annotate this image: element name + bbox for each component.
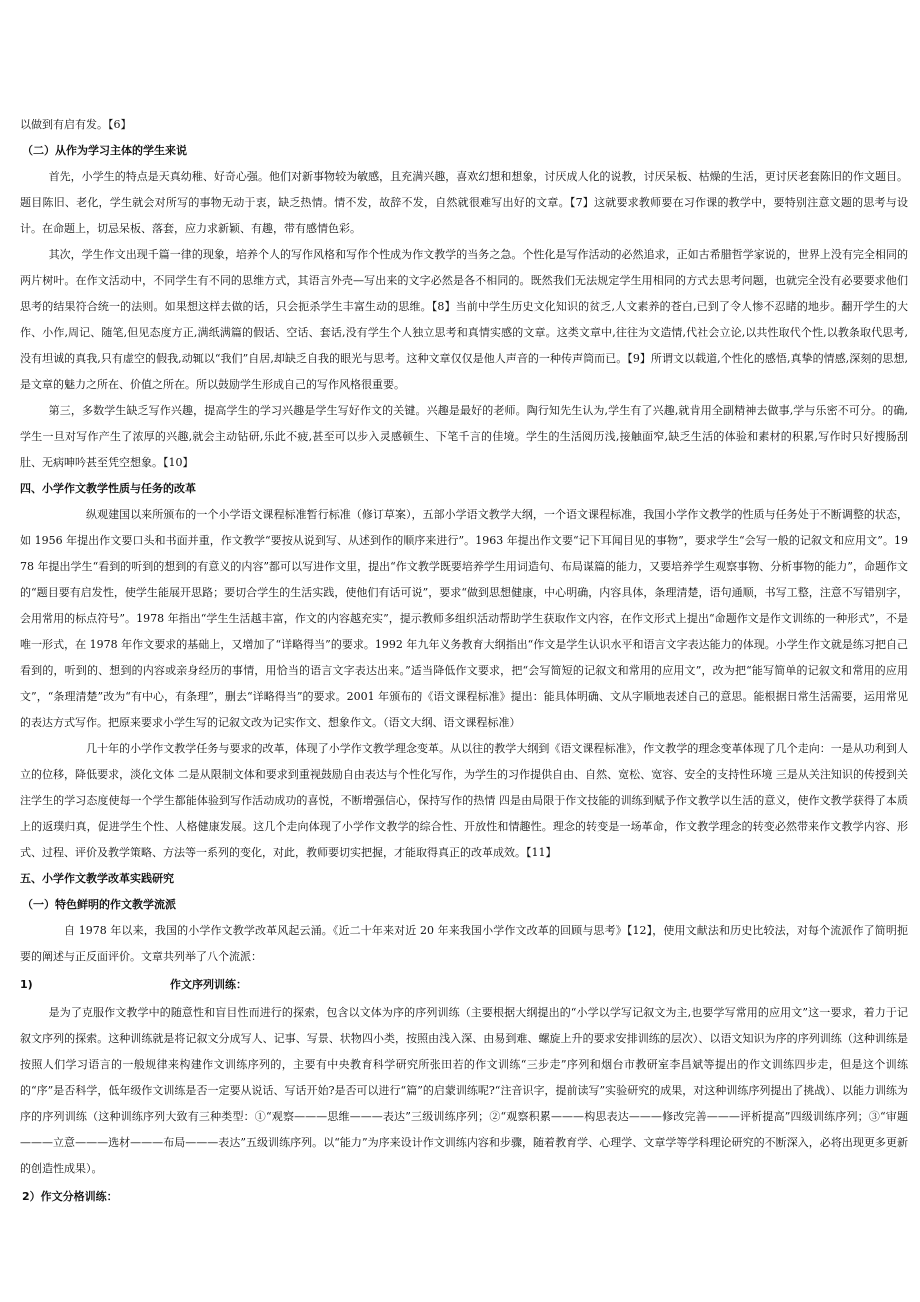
section-heading-student: （二）从作为学习主体的学生来说 xyxy=(22,144,187,157)
subsection-heading-schools: （一）特色鲜明的作文教学流派 xyxy=(22,898,176,911)
paragraph-third-point: 第三，多数学生缺乏写作兴趣，提高学生的学习兴趣是学生写好作文的关键。兴趣是最好的老师。陶行知先生认为,学生有了兴趣,就肯用全副精神去做事,学与乐密不可分。的确,学生一旦对写作产生了浓厚的兴趣,就会主动钻研,乐此不疲,甚至可以步入灵感顿生、下笔千言的佳境。学生的生活阅历浅,接触面窄,缺乏生活的体验和素材的积累,写作时只好搜肠刮肚、无病呻吟甚至凭空想象。【10】 xyxy=(20,404,908,469)
list-item-grid-training xyxy=(20,1182,908,1212)
list-item-title: 作文序列训练： xyxy=(170,978,247,991)
section-heading-five: 五、小学作文教学改革实践研究 xyxy=(20,872,174,885)
list-item-title: 2）作文分格训练： xyxy=(22,1190,118,1203)
paragraph-curriculum-history: 纵观建国以来所颁布的一个小学语文课程标准暂行标准（修订草案），五部小学语文教学大纲，一个语文课程标准，我国小学作文教学的性质与任务处于不断调整的状态，如 1956 年提出作文要口头和书面并重，作文教学“要按从说到写、从述到作的顺序来进行”。1963 年提出作文要“记下耳闻目见的事物”，要求学生“会写一般的记叙文和应用文”。1978 年提出学生“看到的听到的想到的有意义的内容”都可以写进作文里，提出“作文教学既要培养学生用词造句、布局谋篇的能力，又要培养学生观察事物、分析事物的能力”，命题作文的“题目要有启发性，使学生能展开思路；要切合学生的生活实践，使他们有话可说”，要求“做到思想健康，中心明确，内容具体，条理清楚，语句通顺，书写工整，注意不写错别字，会用常用的标点符号”。1978 年指出“学生生活越丰富，作文的内容越充实”，提示教师多组织活动帮助学生获取作文内容，在作文形式上提出“命题作文是作文训练的一种形式”，不是唯一形式，在 1978 年作文要求的基础上，又增加了“详略得当”的要求。1992 年九年义务教育大纲指出“作文是学生认识水平和语言文字表达能力的体现。小学生作文就是练习把自己看到的，听到的、想到的内容或亲身经历的事情，用恰当的语言文字表达出来。”适当降低作文要求，把“会写简短的记叙文和常用的应用文”，改为把“能写简单的记叙文和常用的应用文”，“条理清楚”改为“有中心，有条理”，删去“详略得当”的要求。2001 年颁布的《语文课程标准》提出：能具体明确、文从字顺地表述自己的意思。能根据日常生活需要，运用常见的表达方式写作。把原来要求小学生写的记叙文改为记实作文、想象作文。（语文大纲、语文课程标准） xyxy=(20,508,908,729)
list-item-sequence-training xyxy=(20,970,908,1000)
paragraph-schools-intro: 自 1978 年以来，我国的小学作文教学改革风起云涌。《近二十年来对近 20 年来我国小学作文改革的回顾与思考》【12】，使用文献法和历史比较法，对每个流派作了简明扼要的阐述与正反面评价。文章共列举了八个流派： xyxy=(20,924,908,963)
paragraph-reform-trends: 几十年的小学作文教学任务与要求的改革，体现了小学作文教学理念变革。从以往的教学大纲到《语文课程标准》，作文教学的理念变革体现了几个走向：一是从功利到人立的位移，降低要求，淡化文体 二是从限制文体和要求到重视鼓励自由表达与个性化写作，为学生的习作提供自由、自然、宽松、宽容、安全的支持性环境 三是从关注知识的传授到关注学生的学习态度使每一个学生都能体验到写作活动成功的喜悦，不断增强信心，保持写作的热情 四是由局限于作文技能的训练到赋予作文教学以生活的意义，使作文教学获得了本质上的返璞归真，促进学生个性、人格健康发展。这几个走向体现了小学作文教学的综合性、开放性和情趣性。理念的转变是一场革命，作文教学理念的转变必然带来作文教学内容、形式、过程、评价及教学策略、方法等一系列的变化，对此，教师要切实把握，才能取得真正的改革成效。【11】 xyxy=(20,742,908,859)
section-heading-four: 四、小学作文教学性质与任务的改革 xyxy=(20,482,196,495)
paragraph-first-point: 首先，小学生的特点是天真幼稚、好奇心强。他们对新事物较为敏感，且充满兴趣，喜欢幻想和想象，讨厌成人化的说教，讨厌呆板、枯燥的生活，更讨厌老套陈旧的作文题目。题目陈旧、老化，学生就会对所写的事物无动于衷，缺乏热情。情不发，故辞不发，自然就很难写出好的文章。【7】这就要求教师要在习作课的教学中，要特别注意文题的思考与设计。在命题上，切忌呆板、落套，应力求新颖、有趣，带有感情色彩。 xyxy=(20,170,908,235)
paragraph-sequence-training: 是为了克服作文教学中的随意性和盲目性而进行的探索，包含以文体为序的序列训练（主要根据大纲提出的“小学以学写记叙文为主,也要学写常用的应用文”这一要求，着力于记叙文序列的探索。这种训练就是将记叙文分成写人、记事、写景、状物四小类，按照由浅入深、由易到难、螺旋上升的要求安排训练的层次）、以语文知识为序的序列训练（这种训练是按照人们学习语言的一般规律来构建作文训练序列的，主要有中央教育科学研究所张田若的作文训练“三步走”序列和烟台市教研室李昌斌等提出的作文训练四步走，但是这个训练的“序”是否科学，低年级作文训练是否一定要从说话、写话开始?是否可以进行“篇”的启蒙训练呢?“注音识字，提前读写”实验研究的成果，对这种训练序列提出了挑战）、以能力训练为序的序列训练（这种训练序列大致有三种类型：①“观察———思维———表达”三级训练序列；②“观察积累———构思表达———修改完善———评析提高”四级训练序列；③“审题———立意———选材———布局———表达”五级训练序列。以“能力”为序来设计作文训练内容和步骤，随着教育学、心理学、文章学等学科理论研究的不断深入，必将出现更多更新的创造性成果）。 xyxy=(20,1006,908,1175)
list-item-number: 1) xyxy=(20,978,33,991)
paragraph-second-point: 其次，学生作文出现千篇一律的现象，培养个人的写作风格和写作个性成为作文教学的当务之急。个性化是写作活动的必然追求，正如古希腊哲学家说的，世界上没有完全相同的两片树叶。在作文活动中，不同学生有不同的思维方式，其语言外壳—写出来的文字必然是各不相同的。既然我们无法规定学生用相同的方式去思考问题，也就完全没有必要要求他们思考的结果符合统一的法则。如果想这样去做的话，只会扼杀学生丰富生动的思维。【8】当前中学生历史文化知识的贫乏,人文素养的苍白,已到了令人惨不忍睹的地步。翻开学生的大作、小作,周记、随笔,但见态度方正,满纸满篇的假话、空话、套话,没有学生个人独立思考和真情实感的文章。这类文章中,往往为文造情,代社会立论,以共性取代个性,以教条取代思考,没有坦诚的真我,只有虚空的假我,动辄以“我们”自居,却缺乏自我的眼光与思考。这种文章仅仅是他人声音的一种传声筒而已。【9】所谓文以载道,个性化的感悟,真挚的情感,深刻的思想,是文章的魅力之所在、价值之所在。所以鼓励学生形成自己的写作风格很重要。 xyxy=(20,248,908,391)
paragraph-continuation: 以做到有启有发。【6】 xyxy=(20,118,132,131)
